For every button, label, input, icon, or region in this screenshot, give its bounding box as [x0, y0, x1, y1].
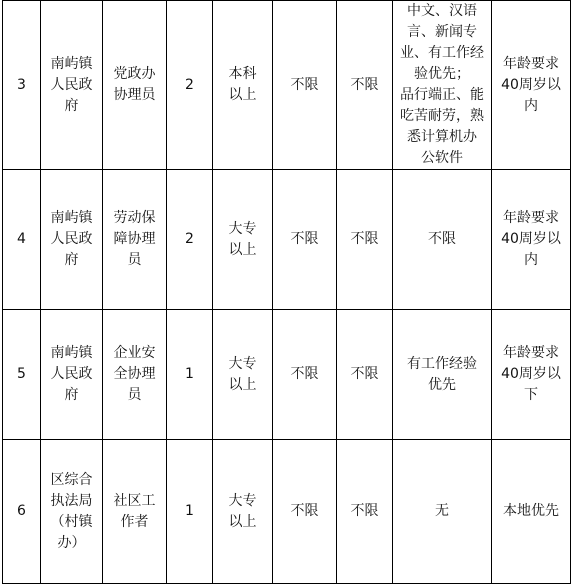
table-row	[3, 1, 571, 170]
cell-col5: 不限	[273, 440, 337, 584]
cell-unit-line: 办）	[57, 534, 86, 551]
cell-unit-line: 南屿镇	[50, 55, 93, 72]
cell-unit-line: 府	[64, 97, 79, 114]
cell-requirements-line: 无	[435, 503, 449, 519]
cell-unit-line: 南屿镇	[50, 345, 93, 361]
cell-col5: 不限	[273, 310, 337, 440]
cell-education	[213, 1, 273, 170]
cell-other-line: 本地优先	[503, 503, 559, 519]
cell-col5: 不限	[273, 1, 337, 170]
cell-other	[492, 440, 571, 584]
cell-other-line: 年龄要求	[502, 345, 559, 361]
cell-requirements-line: 吃苦耐劳，熟	[400, 108, 484, 124]
cell-requirements-line: 品行端正、能	[400, 87, 484, 103]
cell-number: 3	[3, 1, 41, 170]
cell-unit-line: 府	[64, 387, 79, 403]
cell-requirements	[393, 310, 492, 440]
cell-unit	[41, 1, 103, 170]
cell-requirements-line: 悉计算机办	[407, 129, 477, 145]
table-row	[3, 170, 571, 310]
cell-education-line: 本科	[228, 66, 257, 82]
cell-position-line: 作者	[120, 513, 149, 530]
cell-position	[103, 310, 167, 440]
cell-requirements-line: 不限	[428, 231, 456, 247]
cell-other-line: 40周岁以	[501, 231, 561, 247]
cell-unit-line: 人民政	[50, 231, 93, 247]
cell-education-line: 以上	[228, 513, 257, 530]
cell-other	[492, 310, 571, 440]
cell-position-line: 员	[127, 387, 142, 403]
cell-other	[492, 1, 571, 170]
cell-position-line: 员	[127, 252, 142, 268]
cell-unit-line: （村镇	[50, 513, 93, 530]
cell-other-line: 40周岁以	[501, 76, 561, 93]
cell-unit-line: 南屿镇	[50, 210, 93, 226]
cell-requirements	[393, 1, 492, 170]
cell-position-line: 社区工	[113, 492, 156, 509]
recruitment-table	[2, 0, 571, 584]
cell-education-line: 以上	[228, 87, 257, 103]
cell-other-line: 下	[523, 387, 538, 403]
cell-count: 1	[167, 310, 213, 440]
cell-position-line: 劳动保	[113, 210, 156, 226]
cell-requirements-line: 言、新闻专	[407, 24, 477, 40]
cell-unit-line: 府	[64, 252, 79, 268]
cell-position	[103, 440, 167, 584]
cell-requirements-line: 业、有工作经	[400, 45, 484, 61]
cell-education-line: 大专	[228, 220, 257, 237]
cell-col6: 不限	[337, 310, 393, 440]
cell-col6: 不限	[337, 1, 393, 170]
cell-other-line: 内	[523, 97, 538, 114]
cell-education-line: 大专	[228, 355, 257, 372]
cell-unit-line: 执法局	[50, 492, 93, 509]
cell-other-line: 40周岁以	[501, 366, 561, 382]
cell-requirements-line: 优先	[428, 376, 456, 393]
cell-number: 6	[3, 440, 41, 584]
cell-unit	[41, 170, 103, 310]
cell-position-line: 企业安	[113, 345, 156, 361]
cell-position	[103, 1, 167, 170]
cell-other-line: 年龄要求	[502, 210, 559, 226]
cell-requirements-line: 中文、汉语	[407, 3, 477, 19]
cell-other-line: 年龄要求	[502, 55, 559, 72]
cell-unit	[41, 310, 103, 440]
cell-other-line: 内	[523, 252, 538, 268]
cell-education-line: 以上	[228, 376, 257, 393]
cell-unit-line: 人民政	[50, 76, 93, 93]
cell-number: 5	[3, 310, 41, 440]
cell-count: 2	[167, 170, 213, 310]
cell-requirements-line: 有工作经验	[407, 355, 477, 372]
cell-education-line: 大专	[228, 492, 257, 509]
cell-education	[213, 440, 273, 584]
cell-unit-line: 区综合	[50, 471, 93, 488]
cell-count: 2	[167, 1, 213, 170]
cell-position-line: 障协理	[113, 231, 156, 247]
cell-position-line: 协理员	[113, 87, 156, 103]
table-row	[3, 440, 571, 584]
cell-requirements	[393, 440, 492, 584]
cell-education	[213, 310, 273, 440]
cell-count: 1	[167, 440, 213, 584]
cell-requirements	[393, 170, 492, 310]
table-row	[3, 310, 571, 440]
cell-col6: 不限	[337, 170, 393, 310]
cell-education	[213, 170, 273, 310]
cell-requirements-line: 验优先；	[414, 66, 470, 82]
cell-position-line: 全协理	[113, 366, 156, 382]
cell-education-line: 以上	[228, 241, 257, 258]
cell-number: 4	[3, 170, 41, 310]
cell-unit	[41, 440, 103, 584]
cell-other	[492, 170, 571, 310]
cell-col5: 不限	[273, 170, 337, 310]
cell-col6: 不限	[337, 440, 393, 584]
cell-requirements-line: 公软件	[421, 150, 463, 166]
cell-position	[103, 170, 167, 310]
cell-unit-line: 人民政	[50, 366, 93, 382]
cell-position-line: 党政办	[113, 66, 156, 82]
